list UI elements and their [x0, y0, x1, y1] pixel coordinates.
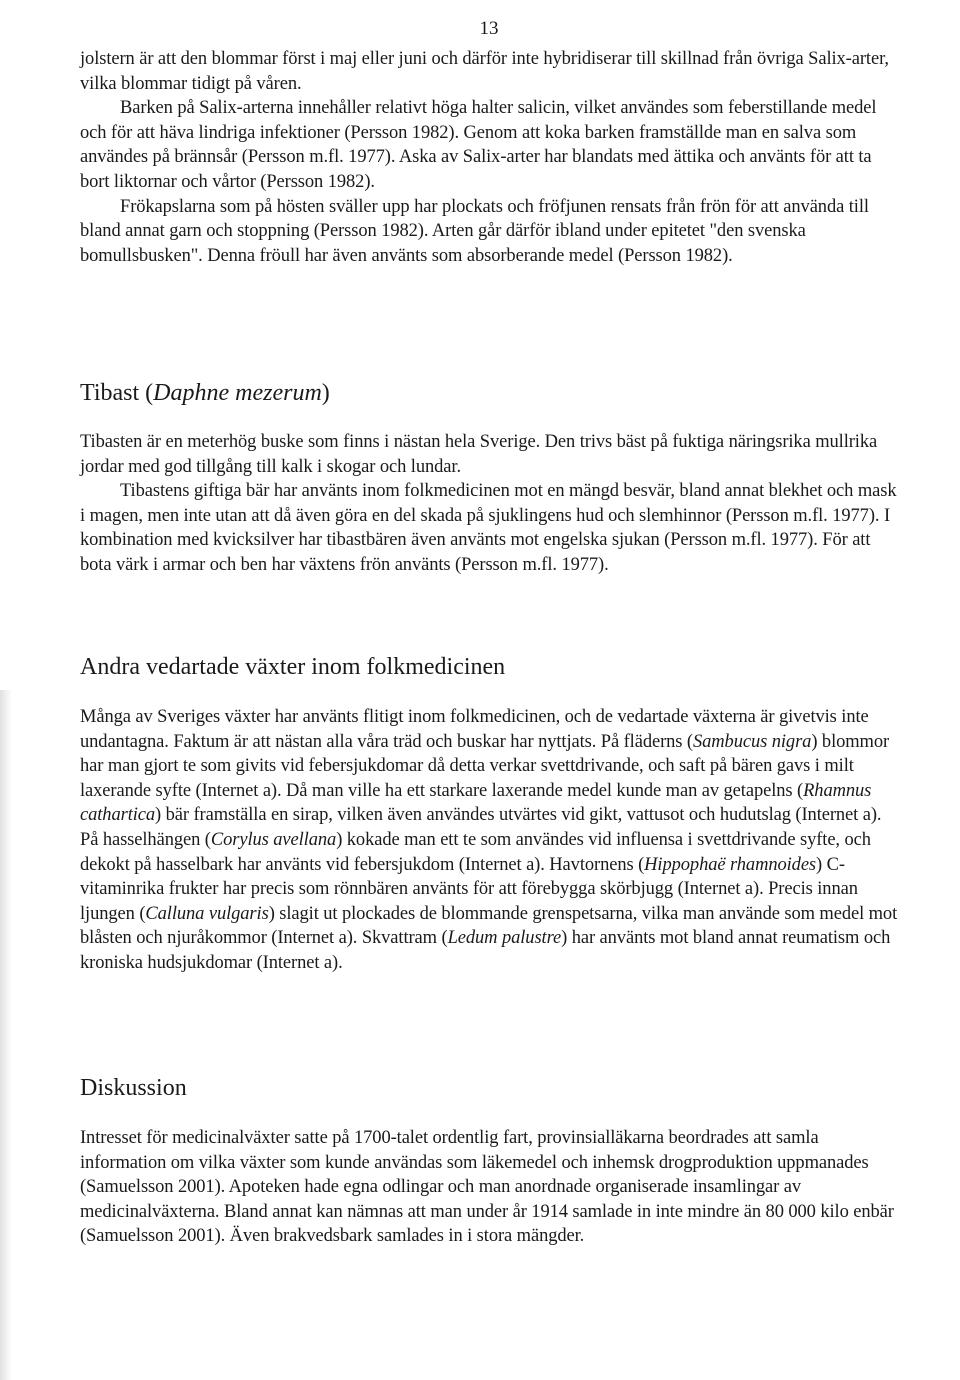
tibast-heading [80, 378, 900, 408]
andra-text-2: ) blommor har man gjort te som givits vid febersjukdomar då detta verkar svettdrivande, och saft på bären gavs i milt laxerande syfte (Internet a). Då man ville ha ett starkare laxerande medel kunde man av getapelns ( [80, 731, 890, 801]
andra-paragraph [80, 705, 900, 976]
andra-text-5: ) C-vitaminrika frukter har precis som rönnbären använts för att förebygga skörbjugg (Internet a). Precis innan ljungen ( [80, 854, 858, 924]
andra-text-4: ) kokade man ett te som användes vid influensa i svettdrivande syfte, och dekokt på hasselbark har använts vid febersjukdom (Internet a). Havtornens ( [80, 829, 871, 875]
latin-sambucus: Sambucus nigra [693, 731, 812, 752]
tibast-section [80, 430, 900, 578]
andra-heading: Andra vedartade växter inom folkmedicinen [80, 654, 506, 680]
latin-ledum: Ledum palustre [447, 928, 562, 949]
andra-text-1: Många av Sveriges växter har använts flitigt inom folkmedicinen, och de vedartade växterna är givetvis inte undantagna. Faktum är att nästan alla våra träd och buskar har nyttjats. På fläderns ( [80, 707, 869, 752]
scan-edge-shadow [0, 690, 12, 1380]
latin-hippophae: Hippophaë rhamnoides [644, 854, 817, 875]
andra-text-7: ) har använts mot bland annat reumatism och kroniska hudsjukdomar (Internet a). [80, 928, 891, 973]
intro-paragraph-1: jolstern är att den blommar först i maj eller juni och därför inte hybridiserar till skillnad från övriga Salix-arter, vilka blommar tidigt på våren. [80, 49, 889, 94]
latin-rhamnus: Rhamnus cathartica [80, 780, 872, 826]
andra-text-6: ) slagit ut plockades de blommande grenspetsarna, vilka man använde som medel mot blåsten och njuråkommor (Internet a). Skvattram ( [80, 903, 898, 949]
diskussion-section [80, 1126, 900, 1249]
tibast-paragraph-1: Tibasten är en meterhög buske som finns i nästan hela Sverige. Den trivs bäst på fuktiga näringsrika mullrika jordar med god tillgång till kalk i skogar och lundar. [80, 432, 878, 477]
tibast-heading-prefix: Tibast ( [80, 380, 154, 406]
intro-paragraph-3: Frökapslarna som på hösten sväller upp har plockats och fröfjunen rensats från frön för att använda till bland annat garn och stoppning (Persson 1982). Arten går därför ibland under epitetet "den svenska bomullsbusken". Denna fröull har även använts som absorberande medel (Persson 1982). [80, 196, 869, 266]
diskussion-paragraph-1: Intresset för medicinalväxter satte på 1700-talet ordentlig fart, provinsialläkarna beordrades att samla information om vilka växter som kunde användas som läkemedel och inhemsk drogproduktion uppmanades (Samuelsson 2001). Apoteken hade egna odlingar och man anordnade organiserade insamlingar av medicinalväxterna. Bland annat kan nämnas att man under år 1914 samlade in inte mindre än 80 000 kilo enbär (Samuelsson 2001). Även brakvedsbark samlades in i stora mängder. [80, 1128, 894, 1247]
tibast-paragraph-2: Tibastens giftiga bär har använts inom folkmedicinen mot en mängd besvär, bland annat blekhet och mask i magen, men inte utan att då även göra en del skada på sjuklingens hud och slemhinnor (Persson m.fl. 1977). I kombination med kvicksilver har tibastbären även använts mot engelska sjukan (Persson m.fl. 1977). För att bota värk i armar och ben har växtens frön använts (Persson m.fl. 1977). [80, 481, 897, 575]
intro-paragraph-2: Barken på Salix-arterna innehåller relativt höga halter salicin, vilket användes som feberstillande medel och för att häva lindriga infektioner (Persson 1982). Genom att koka barken framställde man en salva som användes på brännsår (Persson m.fl. 1977). Aska av Salix-arter har blandats med ättika och använts för att ta bort liktornar och vårtor (Persson 1982). [80, 98, 877, 192]
intro-section [80, 47, 900, 268]
andra-text-3: ) bär framställa en sirap, vilken även användes utvärtes vid gikt, vattusot och hudutslag (Internet a). På hasselhängen ( [80, 805, 882, 850]
tibast-heading-latin: Daphne mezerum [153, 380, 322, 406]
page-number: 13 [479, 18, 499, 39]
diskussion-heading: Diskussion [80, 1075, 187, 1101]
latin-corylus: Corylus avellana [210, 829, 337, 850]
tibast-heading-suffix: ) [321, 380, 330, 406]
andra-section [80, 705, 900, 976]
latin-calluna: Calluna vulgaris [145, 903, 269, 924]
